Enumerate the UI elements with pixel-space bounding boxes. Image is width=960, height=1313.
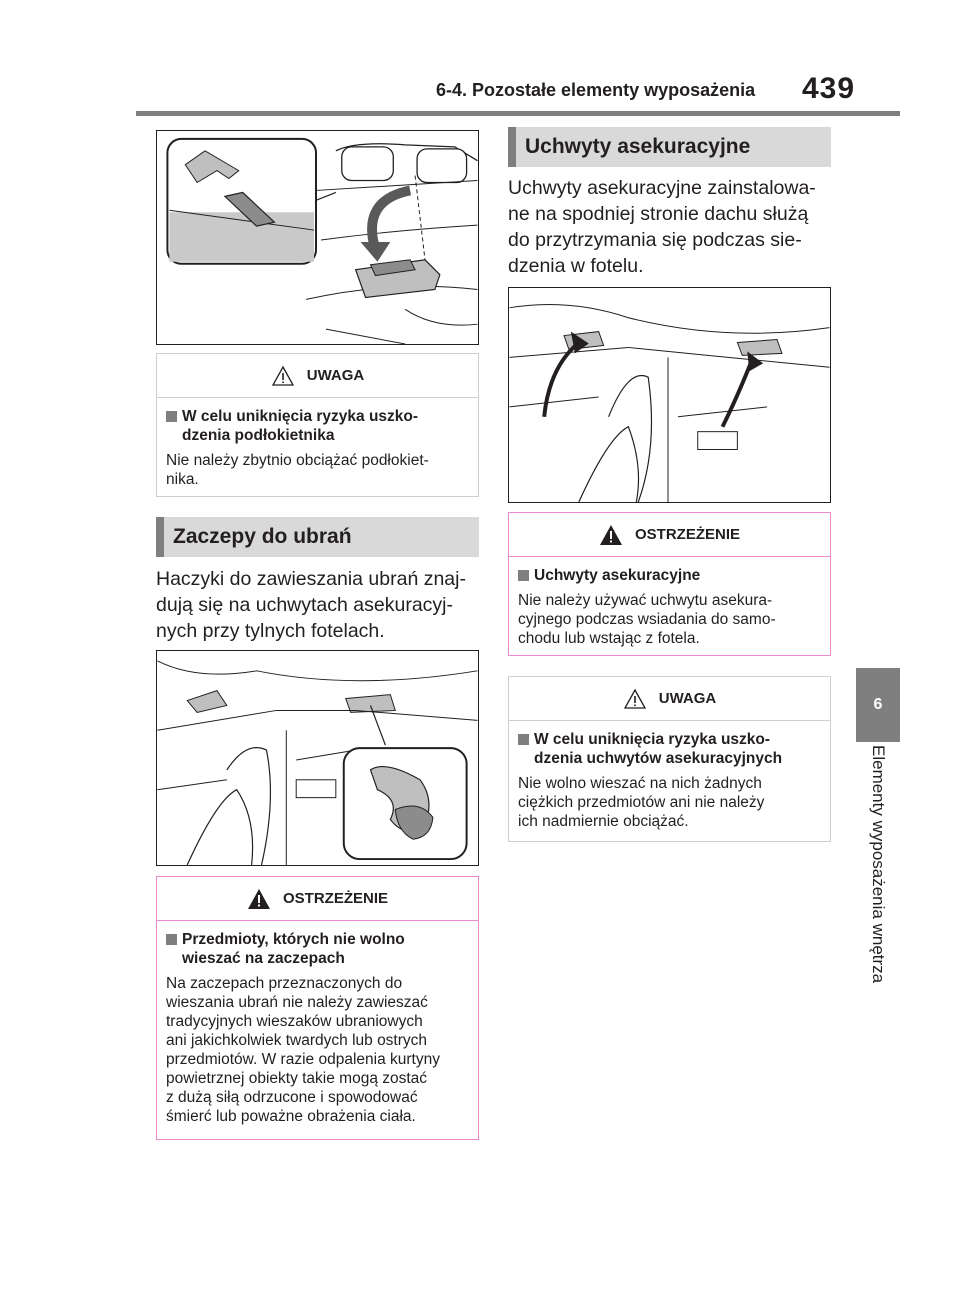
- assist-grip-figure: [508, 287, 831, 503]
- section-heading-clothes-hooks: [156, 517, 479, 557]
- chapter-title: Elementy wyposażenia wnętrza: [869, 745, 888, 984]
- coat-hook-illustration: [157, 651, 478, 865]
- coat-hook-figure: [156, 650, 479, 866]
- warning-heading: OSTRZEŻENIE: [634, 526, 740, 543]
- running-header-title: 6-4. Pozostałe elementy wyposażenia: [436, 80, 756, 100]
- caution-item-title: W celu uniknięcia ryzyka uszko- dzenia uchwytów asekuracyjnych: [518, 730, 821, 768]
- section-heading-text: Uchwyty asekuracyjne: [525, 135, 751, 158]
- chapter-tab: [856, 668, 900, 742]
- warning-box-hooks: [156, 876, 479, 1140]
- warning-item-title: Uchwyty asekuracyjne: [518, 566, 821, 585]
- caution-heading: UWAGA: [306, 367, 365, 384]
- caution-triangle-icon: [271, 365, 295, 387]
- warning-triangle-icon: [599, 524, 623, 546]
- caution-heading: UWAGA: [658, 690, 717, 707]
- page-number: 439: [802, 72, 856, 105]
- warning-box-header: [157, 877, 478, 921]
- warning-box-assist-grips: [508, 512, 831, 656]
- chapter-number: 6: [873, 696, 883, 713]
- caution-item-text: Nie należy zbytnio obciążać podłokiet- nika.: [166, 452, 429, 488]
- caution-triangle-icon: [623, 688, 647, 710]
- warning-box-header: [509, 513, 830, 557]
- caution-box-header: [509, 677, 830, 721]
- armrest-illustration: [157, 131, 478, 344]
- section-body-clothes-hooks: Haczyki do zawieszania ubrań znaj- dują się na uchwytach asekuracyj- nych przy tylnych fotelach.: [156, 568, 466, 642]
- section-body-assist-grips: Uchwyty asekuracyjne zainstalowa- ne na spodniej stronie dachu służą do przytrzymania się podczas sie- dzenia w fotelu.: [508, 177, 816, 277]
- caution-item-title: W celu uniknięcia ryzyka uszko- dzenia podłokietnika: [166, 407, 469, 445]
- warning-item-text: Na zaczepach przeznaczonych do wieszania ubrań nie należy zawieszać tradycyjnych wieszaków ubraniowych ani jakichkolwiek twardych lub ostrych przedmiotów. W razie odpalenia kurtyny powietrznej obiekty takie mogą zostać z dużą siłą odrzucone i spowodować śmierć lub poważne obrażenia ciała.: [166, 975, 440, 1125]
- warning-triangle-icon: [247, 888, 271, 910]
- header-rule: [136, 111, 900, 116]
- section-heading-text: Zaczepy do ubrań: [173, 525, 352, 548]
- chapter-side-label: [858, 745, 898, 985]
- section-heading-assist-grips: [508, 127, 831, 167]
- caution-box-armrest: [156, 353, 479, 497]
- warning-item-text: Nie należy używać uchwytu asekura- cyjnego podczas wsiadania do samo- chodu lub wstając z fotela.: [518, 592, 776, 647]
- warning-heading: OSTRZEŻENIE: [282, 890, 388, 907]
- assist-grip-illustration: [509, 288, 830, 502]
- caution-box-assist-grips: [508, 676, 831, 842]
- caution-box-header: [157, 354, 478, 398]
- warning-item-title: Przedmioty, których nie wolno wieszać na zaczepach: [166, 930, 469, 968]
- caution-item-text: Nie wolno wieszać na nich żadnych ciężkich przedmiotów ani nie należy ich nadmiernie obciążać.: [518, 775, 765, 830]
- armrest-figure: [156, 130, 479, 345]
